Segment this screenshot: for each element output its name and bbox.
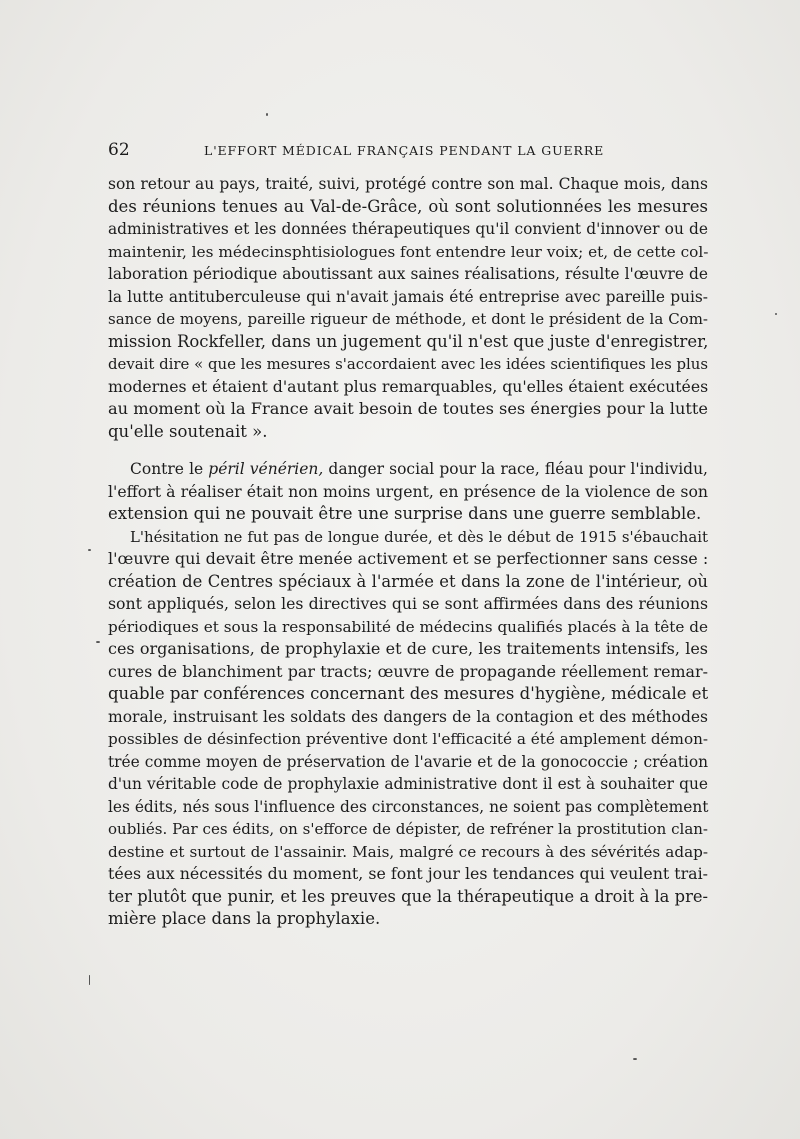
- running-title: L'EFFORT MÉDICAL FRANÇAIS PENDANT LA GUERRE: [204, 143, 605, 158]
- text-line: périodiques et sous la responsabilité de médecins qualifiés placés à la tête de: [108, 617, 708, 636]
- text-line: destine et surtout de l'assainir. Mais, malgré ce recours à des sévérités adap-: [108, 842, 708, 861]
- text-line: possibles de désinfection préventive dont l'efficacité a été amplement démon-: [108, 730, 708, 748]
- text-run: danger social pour la race, fléau pour l'individu,: [323, 460, 708, 478]
- text-line: trée comme moyen de préservation de l'avarie et de la gonococcie ; création: [108, 752, 708, 771]
- text-line: ces organisations, de prophylaxie et de cure, les traitements intensifs, les: [108, 639, 708, 658]
- scan-speck: [89, 975, 90, 985]
- italic-term: péril vénérien,: [208, 460, 324, 478]
- scan-speck: [266, 113, 268, 116]
- text-line: devait dire « que les mesures s'accordaient avec les idées scientifiques les plus: [108, 355, 708, 373]
- text-line: la lutte antituberculeuse qui n'avait jamais été entreprise avec pareille puis-: [108, 287, 708, 306]
- page-number: 62: [108, 140, 130, 160]
- body-text: [108, 173, 708, 931]
- text-line: quable par conférences concernant des mesures d'hygiène, médicale et: [108, 684, 709, 703]
- paragraph: [108, 526, 708, 931]
- scan-speck: [96, 641, 100, 643]
- text-line: [108, 458, 708, 481]
- text-run: Contre le: [130, 460, 209, 478]
- text-line: l'effort à réaliser était non moins urgent, en présence de la violence de son: [108, 481, 708, 501]
- text-line: qu'elle soutenait ».: [108, 421, 268, 441]
- paragraph: [108, 458, 708, 526]
- text-line: maintenir, les médecinsphtisiologues font entendre leur voix; et, de cette col-: [108, 242, 709, 261]
- text-line: les édits, nés sous l'influence des circonstances, ne soient pas complètement: [108, 797, 709, 816]
- scan-speck: [775, 313, 777, 315]
- text-line: extension qui ne pouvait être une surprise dans une guerre semblable.: [108, 504, 702, 523]
- paragraph: [108, 173, 708, 443]
- page-header: [108, 140, 708, 162]
- text-line: ter plutôt que punir, et les preuves que la thérapeutique a droit à la pre-: [108, 886, 708, 906]
- text-line: des réunions tenues au Val-de-Grâce, où sont solutionnées les mesures: [108, 196, 708, 216]
- text-line: morale, instruisant les soldats des dangers de la contagion et des méthodes: [108, 707, 708, 726]
- text-line: son retour au pays, traité, suivi, protégé contre son mal. Chaque mois, dans: [108, 175, 708, 193]
- text-line: L'hésitation ne fut pas de longue durée, et dès le début de 1915 s'ébauchait: [130, 527, 708, 546]
- scan-speck: [88, 549, 91, 551]
- text-line: mission Rockfeller, dans un jugement qu'il n'est que juste d'enregistrer,: [108, 331, 709, 351]
- text-line: l'œuvre qui devait être menée activement et se perfectionner sans cesse :: [108, 549, 709, 568]
- text-line: modernes et étaient d'autant plus remarquables, qu'elles étaient exécutées: [108, 376, 709, 396]
- text-line: sont appliqués, selon les directives qui se sont affirmées dans des réunions: [108, 594, 708, 613]
- text-line: d'un véritable code de prophylaxie administrative dont il est à souhaiter que: [108, 775, 708, 793]
- text-line: au moment où la France avait besoin de toutes ses énergies pour la lutte: [108, 399, 708, 418]
- text-line: administratives et les données thérapeutiques qu'il convient d'innover ou de: [108, 220, 708, 238]
- text-line: sance de moyens, pareille rigueur de méthode, et dont le président de la Com-: [108, 310, 708, 328]
- text-line: laboration périodique aboutissant aux saines réalisations, résulte l'œuvre de: [108, 265, 708, 283]
- text-line: création de Centres spéciaux à l'armée et dans la zone de l'intérieur, où: [108, 571, 708, 591]
- text-line: tées aux nécessités du moment, se font jour les tendances qui veulent trai-: [108, 864, 708, 883]
- scan-speck: [633, 1058, 637, 1060]
- text-line: oubliés. Par ces édits, on s'efforce de dépister, de refréner la prostitution clan-: [108, 820, 708, 838]
- text-line: cures de blanchiment par tracts; œuvre de propagande réellement remar-: [108, 661, 708, 681]
- text-line: mière place dans la prophylaxie.: [108, 909, 381, 928]
